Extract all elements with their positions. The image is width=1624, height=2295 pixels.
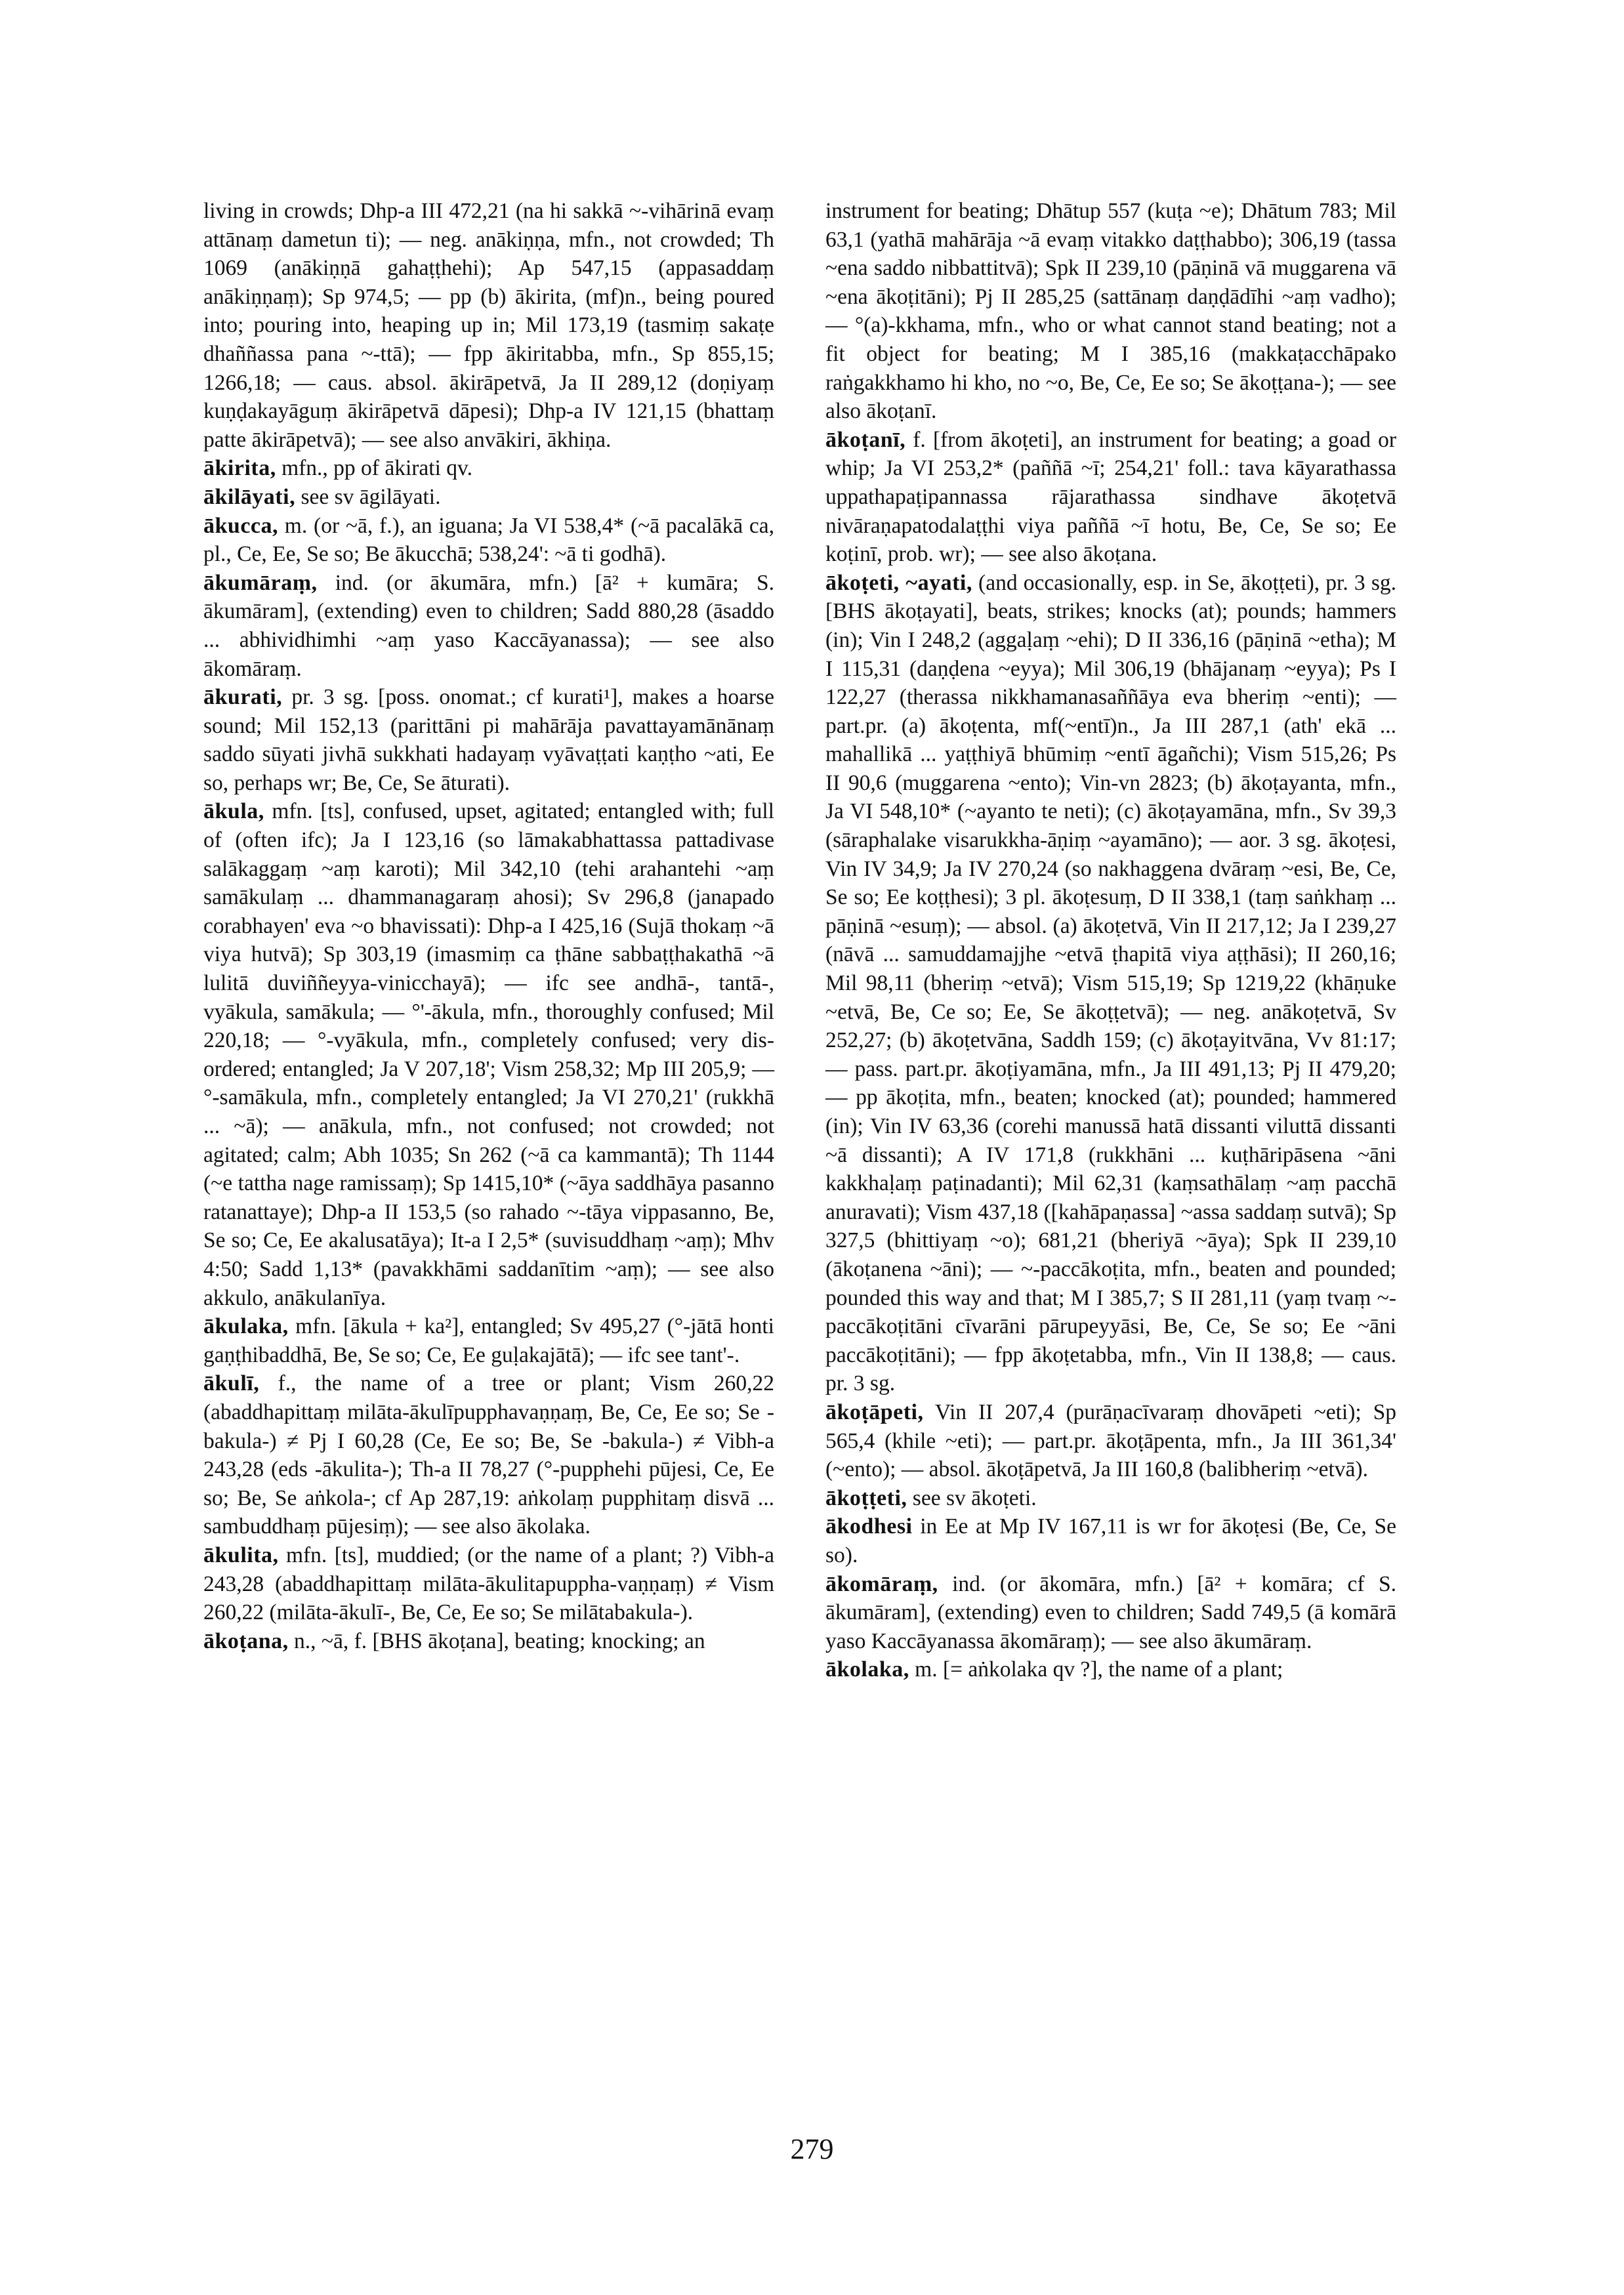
entry-akoteti [825, 569, 1396, 1398]
entry-akotani [825, 426, 1396, 569]
page-number: 279 [790, 2133, 834, 2165]
entry-text: mfn., pp of ākirati qv. [276, 456, 472, 481]
entry-akotapeti [825, 1398, 1396, 1484]
headword: ākolaka, [825, 1657, 909, 1682]
entry-akirita [203, 454, 774, 483]
entry-akula [203, 797, 774, 1312]
entry-text: f. [from ākoṭeti], an instrument for beating; a goad or whip; Ja VI 253,2* (paññā ~ī; 254,21' foll.: tava kāyarathassa uppathapaṭipannassa rājarathassa sindhave ākoṭetvā nivāraṇapatodalaṭṭhi viya paññā ~ī hotu, Be, Ce, Se so; Ee koṭinī, prob. wr); — see also ākoṭana. [825, 427, 1396, 567]
entry-text: m. (or ~ā, f.), an iguana; Ja VI 538,4* (~ā pacalākā ca, pl., Ce, Ee, Se so; Be ākucchā; 538,24': ~ā ti godhā). [203, 513, 774, 567]
entry-akulita [203, 1541, 774, 1627]
entry-text: mfn. [ākula + ka²], entangled; Sv 495,27 (°-jātā honti gaṇṭhibaddhā, Be, Se so; Ce, Ee guḷakajātā); — ifc see tant'-. [203, 1314, 774, 1367]
headword: ākoṭṭeti, [825, 1485, 907, 1510]
headword: ākumāraṃ, [203, 570, 318, 595]
headword: ākulaka, [203, 1314, 289, 1339]
headword: ākula, [203, 799, 264, 824]
entry-text: mfn. [ts], confused, upset, agitated; entangled with; full of (often ifc); Ja I 123,16 (so lāmakabhattassa pattadivase salākaggaṃ ~aṃ karoti); Mil 342,10 (tehi arahantehi ~aṃ samākulaṃ ... dhammanagaraṃ ahosi); Sv 296,8 (janapado corabhayen' eva ~o bhavissati): Dhp-a I 425,16 (Sujā thokaṃ ~ā viya hutvā); Sp 303,19 (imasmiṃ ca ṭhāne sabbaṭṭhakathā ~ā lulitā duviññeyya-vinicchayā); — ifc see andhā-, tantā-, vyākula, samākula; — °'-ākula, mfn., thoroughly confused; Mil 220,18; — °-vyākula, mfn., completely confused; very dis-ordered; entangled; Ja V 207,18'; Vism 258,32; Mp III 205,9; — °-samākula, mfn., completely entangled; Ja VI 270,21' (rukkhā ... ~ā); — anākula, mfn., not confused; not crowded; not agitated; calm; Abh 1035; Sn 262 (~ā ca kammantā); Th 1144 (~e tattha nage ramissaṃ); Sp 1415,10* (~āya saddhāya pasanno ratanattaye); Dhp-a II 153,5 (so rahado ~-tāya vippasanno, Be, Se so; Ce, Ee akalusatāya); It-a I 2,5* (suvisuddhaṃ ~aṃ); Mhv 4:50; Sadd 1,13* (pavakkhāmi saddanītim ~aṃ); — see also akkulo, anākulanīya. [203, 799, 774, 1310]
entry-akotana [203, 1627, 774, 1656]
entry-text: see sv ākoṭeti. [907, 1485, 1037, 1510]
entry-akulaka [203, 1312, 774, 1369]
entry-text: (and occasionally, esp. in Se, ākoṭṭeti), pr. 3 sg. [BHS ākoṭayati], beats, strikes; knocks (at); pounds; hammers (in); Vin I 248,2 (aggaḷaṃ ~ehi); D II 336,16 (pāṇinā ~etha); M I 115,31 (daṇḍena ~eyya); Mil 306,19 (bhājanaṃ ~eyya); Ps I 122,27 (therassa nikkhamanasaññāya eva bheriṃ ~enti); — part.pr. (a) ākoṭenta, mf(~entī)n., Ja III 287,1 (ath' ekā ... mahallikā ... yaṭṭhiyā bhūmiṃ ~entī āgañchi); Vism 515,26; Ps II 90,6 (muggarena ~ento); Vin-vn 2823; (b) ākoṭayanta, mfn., Ja VI 548,10* (~ayanto te neti); (c) ākoṭayamāna, mfn., Sv 39,3 (sāraphalake visarukkha-āṇiṃ ~ayamāno); — aor. 3 sg. ākoṭesi, Vin IV 34,9; Ja IV 270,24 (so nakhaggena dvāraṃ ~esi, Be, Ce, Se so; Ee koṭṭhesi); 3 pl. ākoṭesuṃ, D II 338,1 (taṃ saṅkhaṃ ... pāṇinā ~esuṃ); — absol. (a) ākoṭetvā, Vin II 217,12; Ja I 239,27 (nāvā ... samuddamajjhe ~etvā ṭhapitā viya aṭṭhāsi); II 260,16; Mil 98,11 (bheriṃ ~etvā); Vism 515,19; Sp 1219,22 (khāṇuke ~etvā, Be, Ce so; Ee, Se ākoṭṭetvā); — neg. anākoṭetvā, Sv 252,27; (b) ākoṭetvāna, Saddh 159; (c) ākoṭayitvāna, Vv 81:17; — pass. part.pr. ākoṭiyamāna, mfn., Ja III 491,13; Pj II 479,20; — pp ākoṭita, mfn., beaten; knocked (at); pounded; hammered (in); Vin IV 63,36 (corehi manussā hatā dissanti viluttā dissanti ~ā dissanti); A IV 171,8 (rukkhāni ... kuṭhāripāsena ~āni kakkhaḷaṃ paṭinadanti); Mil 62,31 (kaṃsathālaṃ ~aṃ pacchā anuravati); Vism 437,18 ([kahāpaṇassa] ~assa saddaṃ sutvā); Sp 327,5 (bhittiyaṃ ~o); 681,21 (bheriyā ~āya); Spk II 239,10 (ākoṭanena ~āni); — ~-paccākoṭita, mfn., beaten and pounded; pounded this way and that; M I 385,7; S II 281,11 (yaṃ tvaṃ ~-paccākoṭitāni cīvarāni pārupeyyāsi, Be, Ce, Se so; Ee ~āni paccākoṭitāni); — fpp ākoṭetabba, mfn., Vin II 138,8; — caus. pr. 3 sg. [825, 570, 1396, 1396]
entry-text: in Ee at Mp IV 167,11 is wr for ākoṭesi (Be, Ce, Se so). [825, 1514, 1396, 1567]
headword: ākilāyati, [203, 484, 296, 509]
entry-akotteti [825, 1484, 1396, 1513]
entry-akurati [203, 683, 774, 797]
entry-akilayati [203, 483, 774, 512]
entry-text: instrument for beating; Dhātup 557 (kuṭa ~e); Dhātum 783; Mil 63,1 (yathā mahārāja ~ā evaṃ vitakko daṭṭhabbo); 306,19 (tassa ~ena saddo nibbattitvā); Spk II 239,10 (pāṇinā vā muggarena vā ~ena ākoṭitāni); Pj II 285,25 (sattānaṃ daṇḍādīhi ~aṃ vadho); — °(a)-kkhama, mfn., who or what cannot stand beating; not a fit object for beating; M I 385,16 (makkaṭacchāpako raṅgakkhamo hi kho, no ~o, Be, Ce, Ee so; Se ākoṭṭana-); — see also ākoṭanī. [825, 199, 1396, 424]
headword: ākurati, [203, 685, 283, 710]
entry-continuation [825, 197, 1396, 426]
entry-akomaram [825, 1570, 1396, 1656]
entry-text: living in crowds; Dhp-a III 472,21 (na hi sakkā ~-vihārinā evaṃ attānaṃ dametun ti); — neg. anākiṇṇa, mfn., not crowded; Th 1069 (anākiṇṇā gahaṭṭhehi); Ap 547,15 (appasaddaṃ anākiṇṇaṃ); Sp 974,5; — pp (b) ākirita, (mf)n., being poured into; pouring into, heaping up in; Mil 173,19 (tasmiṃ sakaṭe dhaññassa pana ~-ttā); — fpp ākiritabba, mfn., Sp 855,15; 1266,18; — caus. absol. ākirāpetvā, Ja II 289,12 (doṇiyaṃ kuṇḍakayāguṃ ākirāpetvā dāpesi); Dhp-a IV 121,15 (bhattaṃ patte ākirāpetvā); — see also anvākiri, ākhiṇa. [203, 199, 774, 452]
entry-text: n., ~ā, f. [BHS ākoṭana], beating; knocking; an [288, 1628, 705, 1653]
entry-text: see sv āgilāyati. [295, 484, 441, 509]
entry-continuation [203, 197, 774, 454]
entry-text: ind. (or ākumāra, mfn.) [ā² + kumāra; S. ākumāram], (extending) even to children; Sadd 880,28 (āsaddo ... abhividhimhi ~aṃ yaso Kaccāyanassa); — see also ākomāraṃ. [203, 570, 774, 681]
entry-akucca [203, 512, 774, 569]
headword: ākodhesi [825, 1514, 913, 1539]
entry-akolaka [825, 1655, 1396, 1684]
headword: ākirita, [203, 456, 276, 481]
right-column [825, 197, 1396, 1684]
entry-text: pr. 3 sg. [poss. onomat.; cf kurati¹], makes a hoarse sound; Mil 152,13 (parittāni pi mahārāja pavattayamānānaṃ saddo sūyati jivhā sukkhati hadayaṃ vyāvaṭṭati kaṇṭho ~ati, Ee so, perhaps wr; Be, Ce, Se āturati). [203, 685, 774, 795]
entry-text: mfn. [ts], muddied; (or the name of a plant; ?) Vibh-a 243,28 (abaddhapittaṃ milāta-ākulitapuppha-vaṇṇaṃ) ≠ Vism 260,22 (milāta-ākulī-, Be, Ce, Ee so; Se milātabakula-). [203, 1542, 774, 1625]
headword: ākulī, [203, 1371, 260, 1396]
left-column [203, 197, 774, 1655]
headword: ākoṭāpeti, [825, 1399, 924, 1424]
entry-text: m. [= aṅkolaka qv ?], the name of a plant; [909, 1657, 1283, 1682]
entry-akodhesi [825, 1512, 1396, 1569]
entry-akuli [203, 1369, 774, 1541]
headword: ākomāraṃ, [825, 1571, 938, 1596]
headword: ākulita, [203, 1542, 279, 1567]
entry-text: f., the name of a tree or plant; Vism 260,22 (abaddhapittaṃ milāta-ākulīpupphavaṇṇaṃ, Be, Ce, Ee so; Se -bakula-) ≠ Pj I 60,28 (Ce, Ee so; Be, Se -bakula-) ≠ Vibh-a 243,28 (eds -ākulita-); Th-a II 78,27 (°-pupphehi pūjesi, Ce, Ee so; Be, Se aṅkola-; cf Ap 287,19: aṅkolaṃ pupphitaṃ disvā ... sambuddhaṃ pūjesiṃ); — see also ākolaka. [203, 1371, 774, 1539]
headword: ākoṭana, [203, 1628, 289, 1653]
headword: ākucca, [203, 513, 278, 538]
entry-akumaram [203, 569, 774, 683]
headword: ākoṭeti, ~ayati, [825, 570, 972, 595]
entry-text: Vin II 207,4 (purāṇacīvaraṃ dhovāpeti ~eti); Sp 565,4 (khile ~eti); — part.pr. ākoṭāpenta, mfn., Ja III 361,34' (~ento); — absol. ākoṭāpetvā, Ja III 160,8 (balibheriṃ ~etvā). [825, 1399, 1396, 1482]
headword: ākoṭanī, [825, 427, 906, 452]
entry-text: ind. (or ākomāra, mfn.) [ā² + komāra; cf S. ākumāram], (extending) even to children; Sadd 749,5 (ā komārā yaso Kaccāyanassa ākomāraṃ); — see also ākumāraṃ. [825, 1571, 1396, 1653]
